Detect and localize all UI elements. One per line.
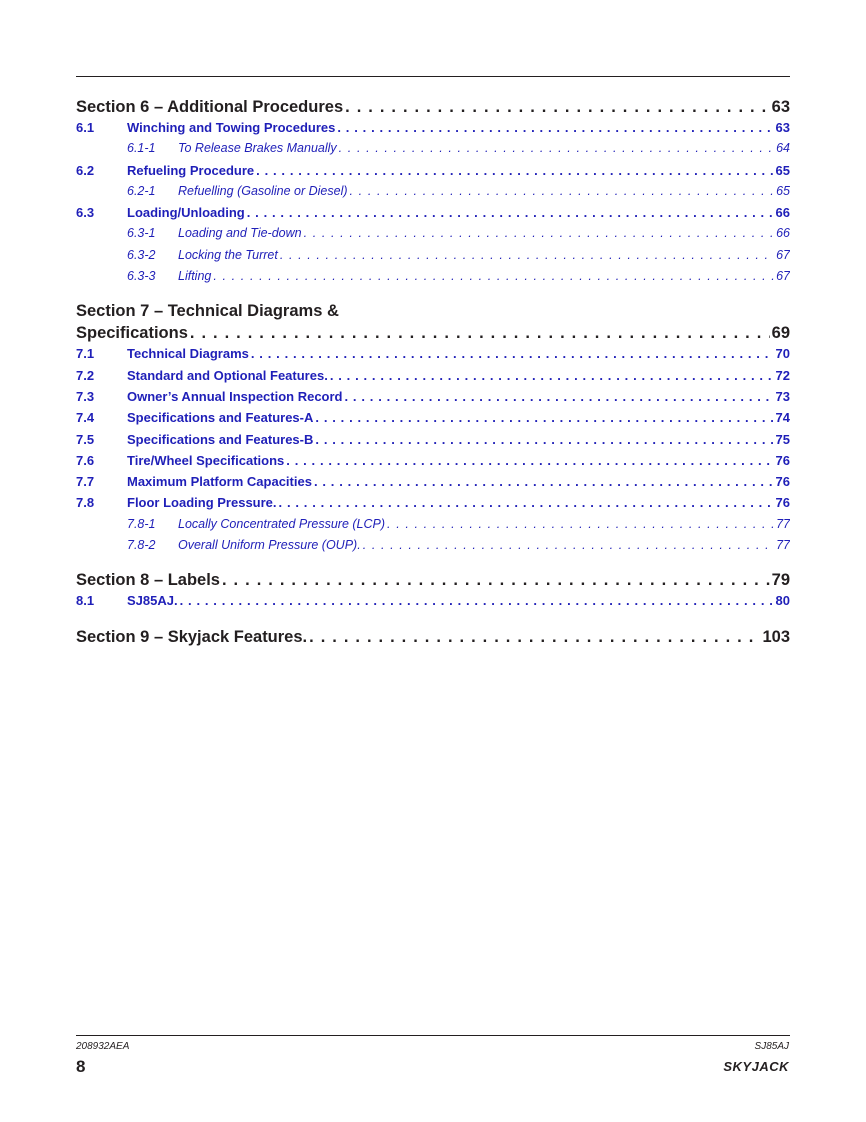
item-label: Standard and Optional Features.	[127, 367, 328, 383]
toc-item-6-3-1[interactable]	[76, 226, 790, 247]
toc-item-7-5[interactable]	[76, 432, 790, 453]
toc-item-7-4[interactable]	[76, 410, 790, 431]
item-number: 7.1	[76, 346, 95, 362]
item-number: 6.1	[76, 120, 95, 135]
item-number: 6.3	[76, 205, 95, 221]
item-number: 6.1-1	[127, 141, 156, 156]
toc-section-7-title-line1[interactable]: Section 7 – Technical Diagrams &	[76, 302, 339, 321]
leader-dots	[314, 474, 774, 489]
page-number: 69	[771, 324, 790, 343]
item-label: Floor Loading Pressure.	[127, 495, 277, 511]
section-title: Section 9 – Skyjack Features.	[76, 627, 308, 646]
item-label: Loading/Unloading	[127, 205, 245, 221]
toc-item-6-2-1[interactable]	[76, 184, 790, 205]
item-number: 6.3-3	[127, 269, 156, 284]
page-number: 67	[776, 247, 790, 262]
leader-dots	[222, 571, 770, 590]
page-number: 77	[776, 516, 790, 531]
item-number: 8.1	[76, 593, 95, 609]
toc-item-7-2[interactable]	[76, 368, 790, 389]
leader-dots	[345, 389, 774, 404]
item-number: 6.2-1	[127, 183, 156, 198]
page-number: 65	[775, 162, 790, 178]
leader-dots	[280, 248, 774, 262]
page-number-footer: 8	[76, 1057, 86, 1076]
item-label: Specifications and Features-B	[127, 431, 314, 447]
page-number: 76	[775, 452, 790, 468]
model-name: SJ85AJ	[754, 1041, 789, 1052]
leader-dots	[304, 226, 775, 240]
item-number: 7.8-2	[127, 538, 156, 553]
item-number: 7.2	[76, 367, 95, 383]
item-number: 7.4	[76, 410, 95, 426]
skyjack-logo: SKYJACK	[723, 1059, 789, 1074]
item-number: 6.3-1	[127, 226, 156, 241]
toc-item-7-3[interactable]	[76, 389, 790, 410]
leader-dots	[315, 410, 773, 425]
leader-dots	[309, 628, 760, 647]
item-label: Locally Concentrated Pressure (LCP)	[178, 516, 386, 531]
toc-item-6-1[interactable]	[76, 120, 790, 141]
page-number: 67	[776, 269, 790, 284]
table-of-contents	[76, 98, 790, 650]
leader-dots	[345, 98, 770, 117]
leader-dots	[330, 368, 774, 383]
item-number: 7.7	[76, 474, 95, 490]
item-number: 7.8-1	[127, 516, 156, 531]
page-number: 103	[762, 627, 790, 646]
page-number: 64	[776, 141, 790, 156]
page-number: 73	[775, 388, 790, 404]
item-number: 6.3-2	[127, 247, 156, 262]
toc-item-7-7[interactable]	[76, 474, 790, 495]
toc-item-7-1[interactable]	[76, 346, 790, 367]
footer-rule	[76, 1035, 790, 1036]
toc-item-7-6[interactable]	[76, 453, 790, 474]
page-number: 63	[775, 120, 790, 135]
toc-section-6[interactable]	[76, 98, 790, 120]
leader-dots	[190, 324, 770, 343]
toc-item-6-3[interactable]	[76, 205, 790, 226]
item-number: 7.8	[76, 495, 95, 511]
leader-dots	[363, 538, 774, 552]
item-label: Lifting	[178, 269, 212, 284]
item-label: SJ85AJ.	[127, 593, 178, 609]
item-label: Tire/Wheel Specifications	[127, 452, 285, 468]
item-label: Overall Uniform Pressure (OUP).	[178, 538, 361, 553]
page-number: 63	[771, 98, 790, 116]
leader-dots	[213, 269, 774, 283]
page-number: 76	[775, 474, 790, 490]
page-number: 72	[775, 367, 790, 383]
toc-section-9[interactable]	[76, 628, 790, 650]
page-number: 65	[776, 183, 790, 198]
header-rule	[76, 76, 790, 77]
item-number: 6.2	[76, 162, 95, 178]
toc-item-8-1[interactable]	[76, 593, 790, 614]
item-label: Refueling Procedure	[127, 162, 255, 178]
toc-item-6-2[interactable]	[76, 163, 790, 184]
section-title: Section 8 – Labels	[76, 571, 220, 590]
page-number: 70	[775, 346, 790, 362]
page-number: 66	[775, 205, 790, 221]
toc-item-6-3-3[interactable]	[76, 269, 790, 290]
item-label: Owner’s Annual Inspection Record	[127, 388, 343, 404]
item-label: To Release Brakes Manually	[178, 141, 337, 156]
page-number: 79	[771, 571, 790, 590]
toc-section-8[interactable]	[76, 571, 790, 593]
item-label: Loading and Tie-down	[178, 226, 302, 241]
toc-item-7-8[interactable]	[76, 495, 790, 516]
page-number: 77	[776, 538, 790, 553]
toc-item-6-3-2[interactable]	[76, 248, 790, 269]
page-number: 80	[775, 593, 790, 609]
document-code: 208932AEA	[76, 1041, 130, 1052]
page-number: 66	[776, 226, 790, 241]
item-label: Locking the Turret	[178, 247, 278, 262]
leader-dots	[315, 432, 773, 447]
leader-dots	[251, 346, 774, 361]
leader-dots	[339, 141, 774, 155]
leader-dots	[247, 205, 774, 220]
toc-section-7[interactable]	[76, 324, 790, 346]
item-number: 7.3	[76, 388, 95, 404]
item-label: Specifications and Features-A	[127, 410, 314, 426]
item-label: Technical Diagrams	[127, 346, 249, 362]
item-number: 7.5	[76, 431, 95, 447]
leader-dots	[286, 453, 773, 468]
leader-dots	[180, 593, 774, 608]
toc-item-6-1-1[interactable]	[76, 141, 790, 162]
leader-dots	[387, 517, 774, 531]
section-title: Section 6 – Additional Procedures	[76, 98, 344, 116]
leader-dots	[350, 184, 775, 198]
toc-item-7-8-2[interactable]	[76, 538, 790, 559]
page-number: 76	[775, 495, 790, 511]
item-label: Refuelling (Gasoline or Diesel)	[178, 183, 348, 198]
leader-dots	[279, 495, 774, 510]
item-label: Maximum Platform Capacities	[127, 474, 312, 490]
leader-dots	[256, 163, 773, 178]
page-number: 74	[775, 410, 790, 426]
page-number: 75	[775, 431, 790, 447]
toc-item-7-8-1[interactable]	[76, 517, 790, 538]
item-label: Winching and Towing Procedures	[127, 120, 336, 135]
section-title: Specifications	[76, 324, 188, 343]
item-number: 7.6	[76, 452, 95, 468]
leader-dots	[337, 120, 773, 135]
